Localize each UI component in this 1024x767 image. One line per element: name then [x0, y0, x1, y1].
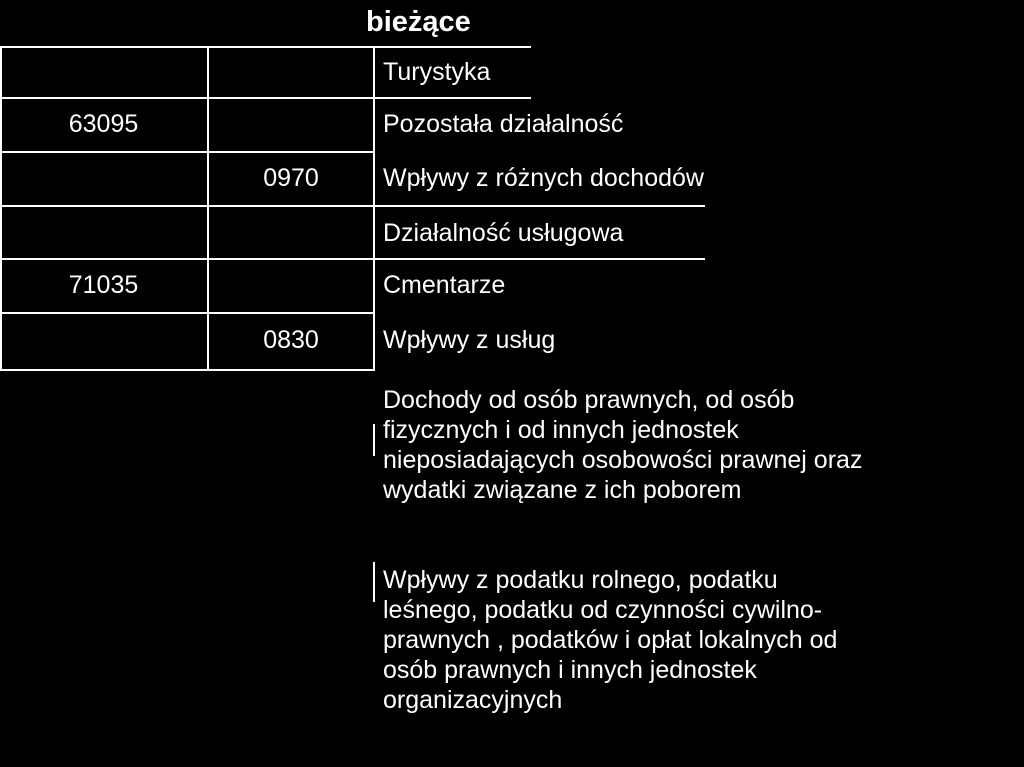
- row-code-2: 0830: [263, 326, 319, 354]
- rule-row-5: [0, 312, 375, 314]
- row-desc: Turystyka: [383, 58, 491, 86]
- row-desc: Wpływy z różnych dochodów: [383, 164, 704, 192]
- row-code-2: 0970: [263, 164, 319, 192]
- paragraph-wplywy: Wpływy z podatku rolnego, podatku leśnego, podatku od czynności cywilno- prawnych , podatków i opłat lokalnych od osób prawnych i innych jednostek organizacyjnych: [383, 566, 838, 714]
- rule-left: [0, 46, 2, 371]
- row-desc: Pozostała działalność: [383, 110, 624, 138]
- rule-row-1: [0, 97, 531, 99]
- row-code-1: 63095: [68, 110, 139, 138]
- rule-col-2: [373, 46, 375, 371]
- column-heading: bieżące: [366, 6, 471, 38]
- row-desc: Wpływy z usług: [383, 326, 556, 354]
- rule-bottom: [0, 369, 375, 371]
- rule-row-2: [0, 151, 375, 153]
- rule-paragraph-marker-2: [373, 562, 375, 602]
- rule-row-4: [0, 258, 705, 260]
- rule-top: [0, 46, 531, 48]
- row-desc: Cmentarze: [383, 271, 506, 299]
- row-desc: Działalność usługowa: [383, 219, 624, 247]
- paragraph-dochody: Dochody od osób prawnych, od osób fizycznych i od innych jednostek nieposiadających osobowości prawnej oraz wydatki związane z ich poborem: [383, 386, 863, 504]
- rule-paragraph-marker: [373, 424, 375, 456]
- row-code-1: 71035: [68, 271, 139, 299]
- rule-row-3: [0, 205, 705, 207]
